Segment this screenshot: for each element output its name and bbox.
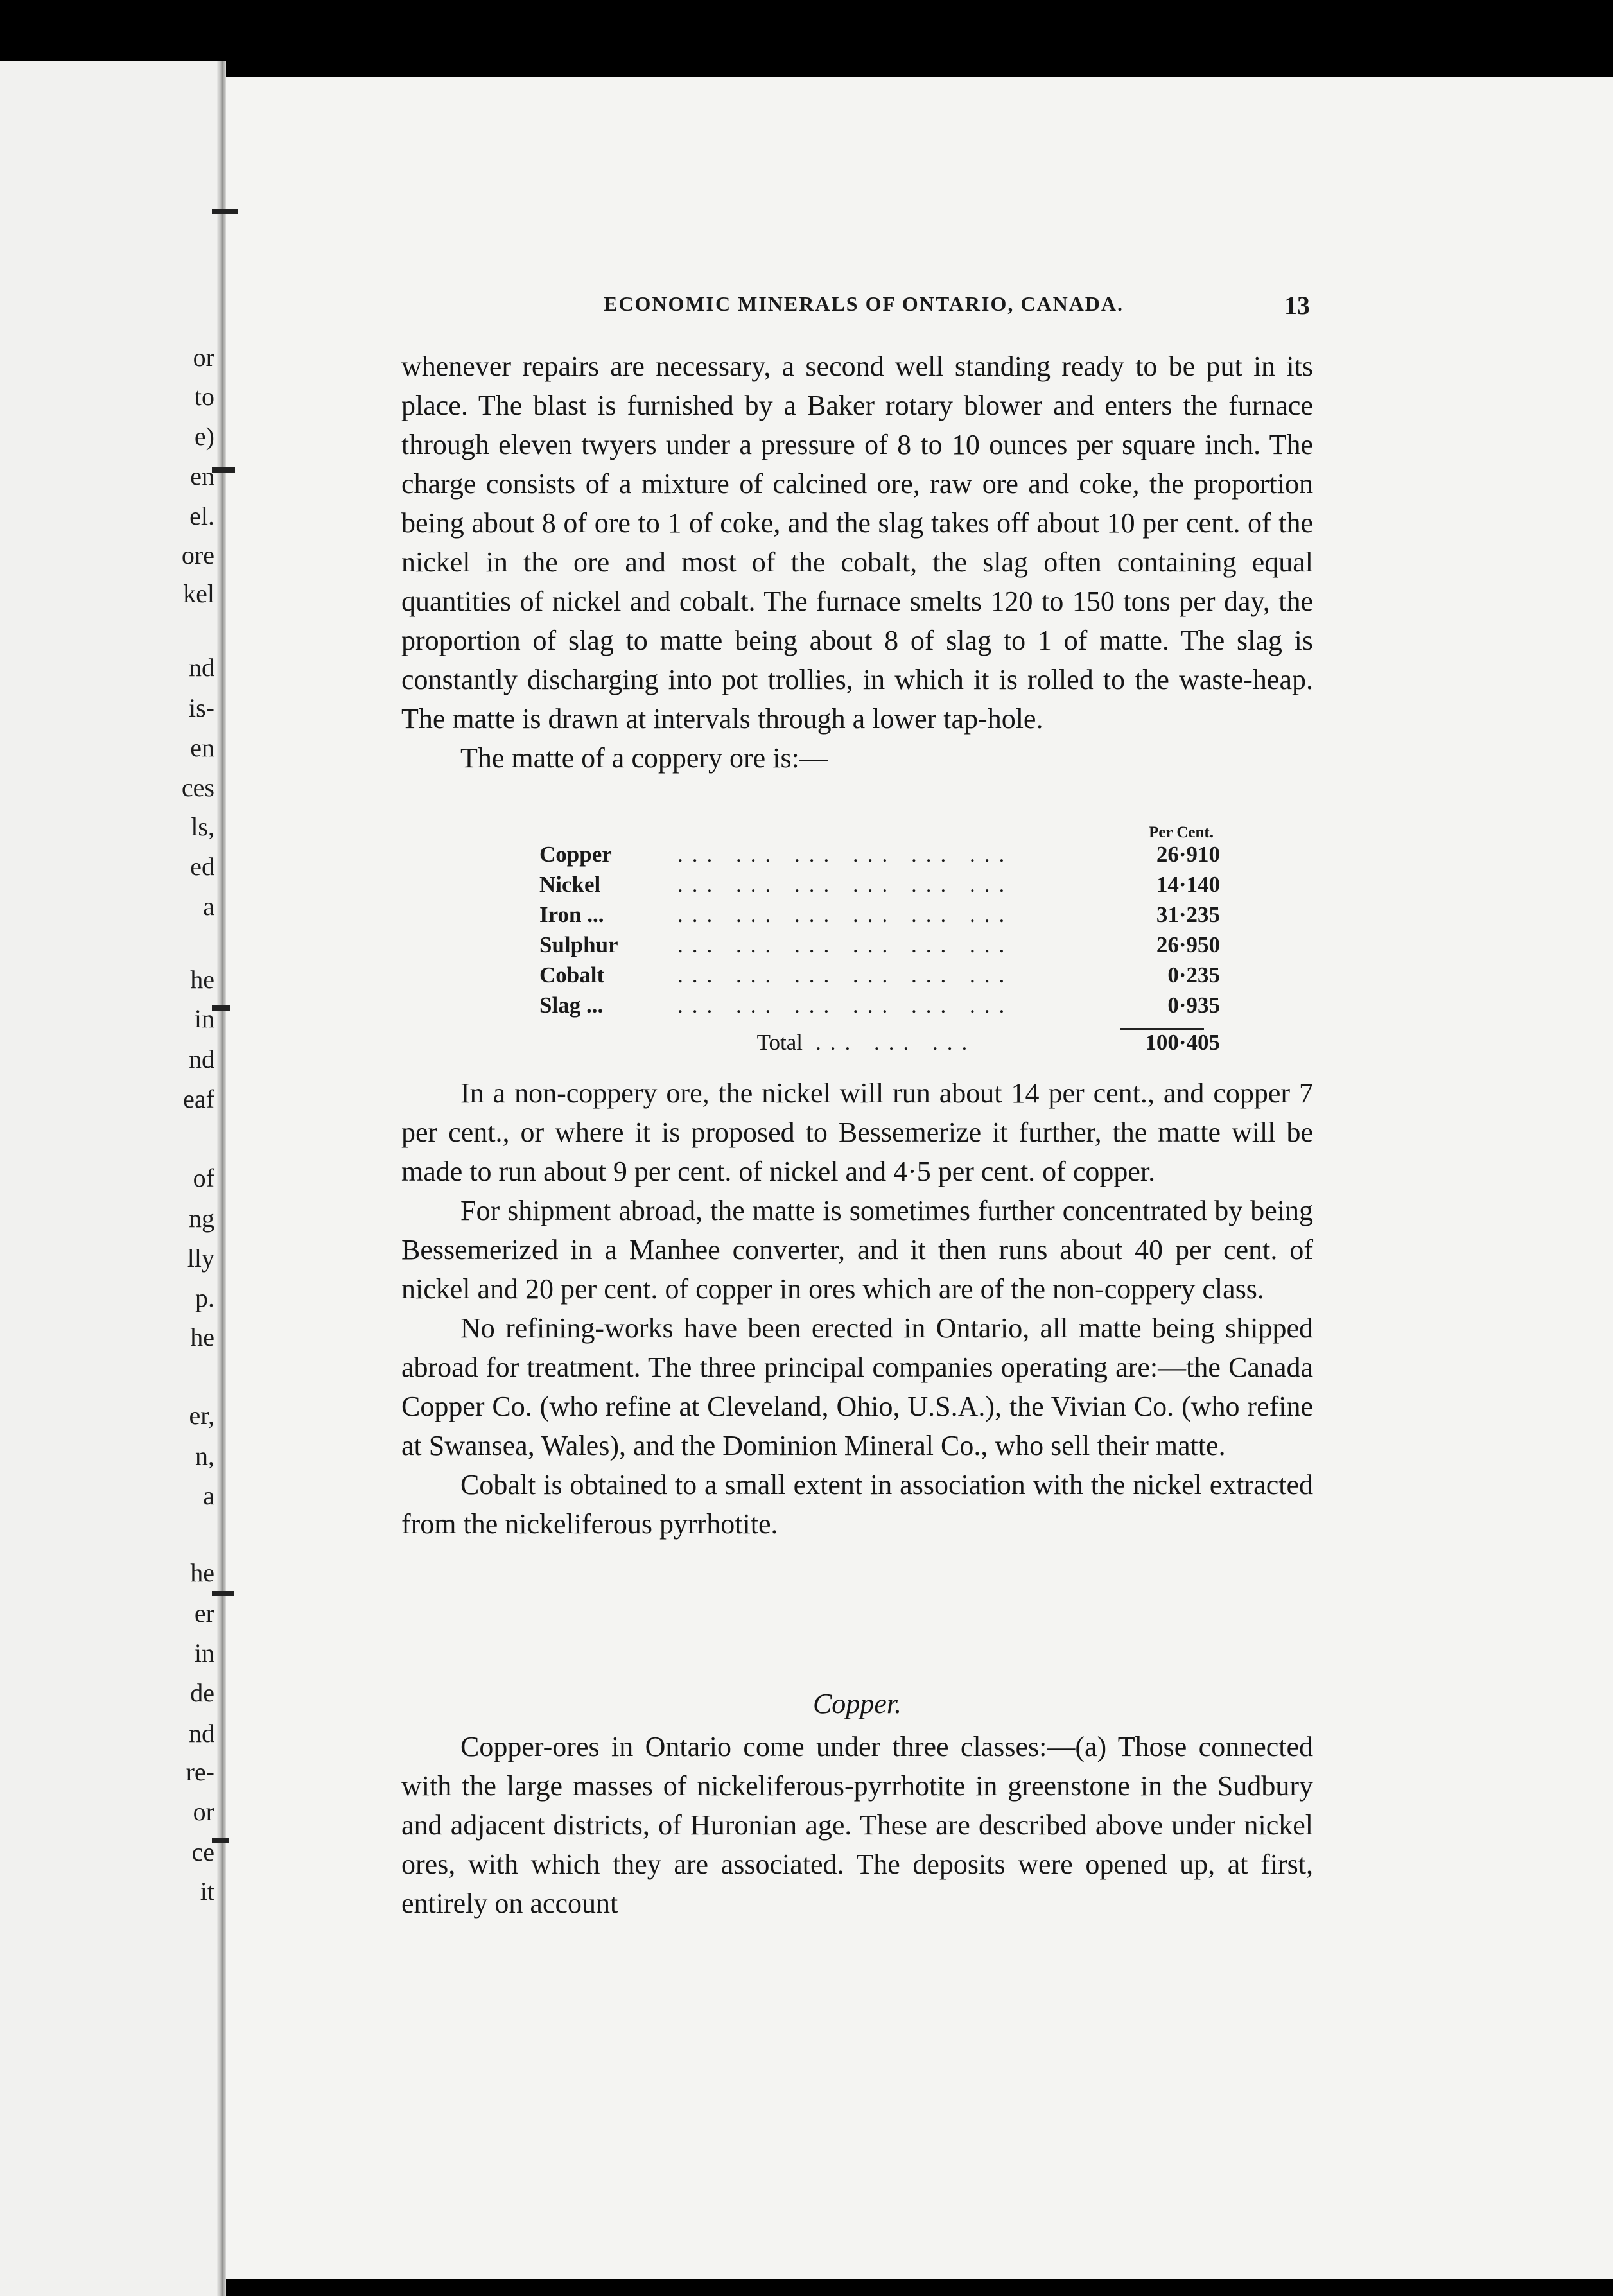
left-fragment: is- (189, 693, 214, 722)
paragraph: No refining-works have been erected in Ontario, all matte being shipped abroad for treatment. The three principal companies operating are:—the Canada Copper Co. (who refine at Cleveland, Ohio, U.S.A.), the Vivian Co. (who refine at Swansea, Wales), and the Dominion Mineral Co., who sell their matte. (401, 1312, 1313, 1461)
row-label: Nickel (539, 872, 601, 897)
table-row (539, 962, 1220, 993)
table-row (539, 932, 1220, 962)
body-text-middle (401, 1074, 1313, 1544)
left-fragment: a (203, 892, 214, 921)
left-fragment: nd (189, 1719, 214, 1748)
left-fragment: e) (194, 422, 214, 451)
left-fragment: p. (195, 1283, 214, 1312)
paragraph: Copper-ores in Ontario come under three classes:—(a) Those connected with the large masses of nickeliferous-pyrrhotite in greenstone in the Sudbury and adjacent districts, of Huronian age. These are described above under nickel ores, with which they are associated. The deposits were opened up, at first, entirely on account (401, 1731, 1313, 1919)
paragraph: For shipment abroad, the matte is sometimes further concentrated by being Bessemerized in a Manhee converter, and it then runs about 40 per cent. of nickel and 20 per cent. of copper in ores which are of the non-coppery class. (401, 1195, 1313, 1305)
left-fragment: lly (187, 1244, 214, 1273)
paragraph: In a non-coppery ore, the nickel will run about 14 per cent., and copper 7 per cent., or where it is proposed to Bessemerize it further, the matte will be made to run about 9 per cent. of nickel and 4·5 per cent. of copper. (401, 1077, 1313, 1187)
left-fragment: a (203, 1481, 214, 1510)
left-fragment: ore (181, 541, 214, 570)
left-fragment: en (190, 462, 214, 491)
row-label: Copper (539, 842, 612, 867)
row-value: 26·950 (1156, 932, 1220, 957)
paragraph: whenever repairs are necessary, a second well standing ready to be put in its place. The blast is furnished by a Baker rotary blower and enters the furnace through eleven twyers under a pressure of 8 to 10 ounces per square inch. The charge consists of a mixture of calcined ore, raw ore and coke, the proportion being about 8 of ore to 1 of coke, and the slag takes off about 10 per cent. of the nickel in the ore and most of the cobalt, the slag often containing equal quantities of nickel and cobalt. The furnace smelts 120 to 150 tons per day, the proportion of slag to matte being about 8 of slag to 1 of matte. The slag is constantly discharging into pot trollies, in which it is rolled to the waste-heap. The matte is drawn at intervals through a lower tap-hole. (401, 351, 1313, 735)
left-fragment: er, (189, 1401, 214, 1430)
section-heading: Copper. (812, 1688, 902, 1719)
row-value: 14·140 (1156, 872, 1220, 897)
left-fragment: or (193, 1797, 214, 1826)
table-row (539, 842, 1220, 872)
left-fragment: kel (183, 579, 214, 608)
table-row (539, 993, 1220, 1023)
left-fragment: he (190, 1558, 214, 1587)
left-fragment: ls, (191, 812, 214, 841)
total-value: 100·405 (1145, 1030, 1220, 1055)
row-label: Cobalt (539, 962, 605, 987)
left-fragment: ce (191, 1838, 214, 1866)
row-value: 0·235 (1167, 962, 1220, 987)
left-fragment: in (194, 1004, 214, 1033)
leader-dots: ... ... ... ... ... ... (677, 842, 1014, 867)
leader-dots: ... ... ... ... ... ... (677, 932, 1014, 957)
row-label: Slag ... (539, 993, 604, 1018)
page-number: 13 (1284, 291, 1310, 320)
left-fragment: to (194, 382, 214, 411)
left-fragment: n, (195, 1441, 214, 1470)
matte-composition-table (539, 824, 1220, 1062)
left-fragment: he (190, 965, 214, 994)
left-fragment: eaf (183, 1084, 214, 1113)
leader-dots: ... ... ... (815, 1030, 977, 1055)
left-fragment: ed (190, 852, 214, 881)
row-label: Iron ... (539, 902, 604, 927)
body-text-bottom (401, 1727, 1313, 1923)
leader-dots: ... ... ... ... ... ... (677, 902, 1014, 927)
left-fragment: en (190, 733, 214, 762)
leader-dots: ... ... ... ... ... ... (677, 962, 1014, 987)
left-fragment: nd (189, 1045, 214, 1074)
binding-mark (212, 1591, 234, 1596)
running-head: ECONOMIC MINERALS OF ONTARIO, CANADA. (604, 292, 1124, 315)
left-fragment: of (193, 1163, 214, 1192)
binding-mark (212, 1005, 230, 1011)
left-fragment: ng (189, 1204, 214, 1233)
paragraph: Cobalt is obtained to a small extent in association with the nickel extracted from the nickeliferous pyrrhotite. (401, 1469, 1313, 1540)
left-fragment: er (194, 1599, 214, 1628)
left-page (0, 61, 226, 2296)
left-fragment: it (200, 1877, 214, 1906)
table-total-row (539, 1030, 1220, 1062)
row-value: 31·235 (1156, 902, 1220, 927)
leader-dots: ... ... ... ... ... ... (677, 993, 1014, 1018)
binding-mark (212, 209, 238, 214)
left-fragment: in (194, 1639, 214, 1667)
row-value: 26·910 (1156, 842, 1220, 867)
row-label: Sulphur (539, 932, 618, 957)
left-fragment: de (190, 1678, 214, 1707)
paragraph: The matte of a coppery ore is:— (460, 742, 828, 774)
page-gutter (217, 61, 226, 2296)
left-fragment: he (190, 1323, 214, 1352)
table-row (539, 902, 1220, 932)
table-row (539, 872, 1220, 902)
row-value: 0·935 (1167, 993, 1220, 1018)
total-label: Total (756, 1030, 803, 1055)
leader-dots: ... ... ... ... ... ... (677, 872, 1014, 897)
left-fragment: re- (186, 1757, 214, 1786)
body-text-top (401, 347, 1313, 778)
left-fragment: ces (181, 773, 214, 802)
table-column-header: Per Cent. (1149, 824, 1214, 841)
left-fragment: el. (189, 501, 214, 530)
left-fragment: or (193, 343, 214, 372)
left-fragment: nd (189, 653, 214, 682)
binding-mark (212, 467, 235, 473)
